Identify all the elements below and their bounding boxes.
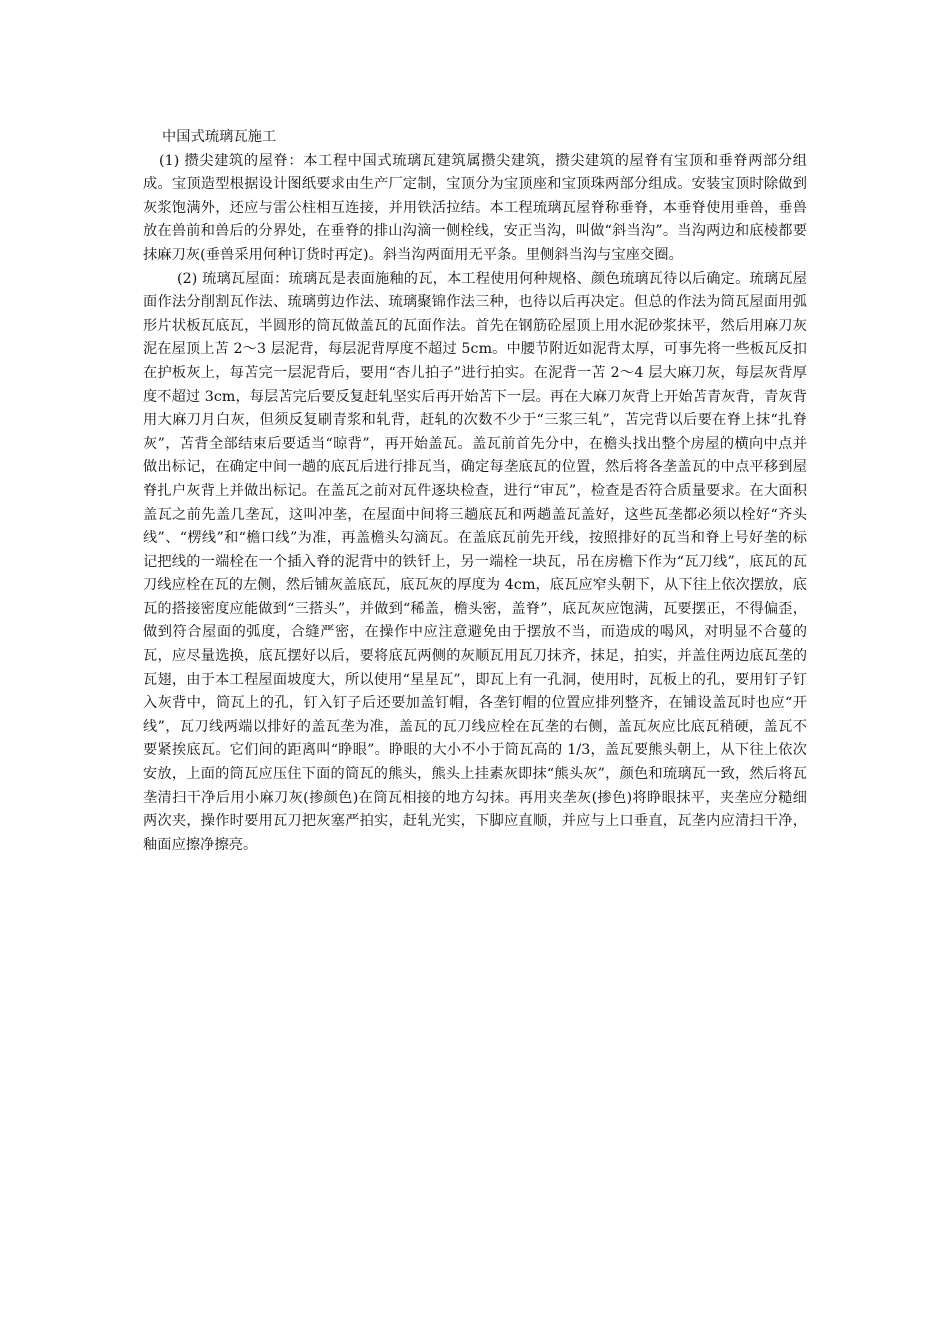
paragraph-roof-ridge: (1) 攒尖建筑的屋脊：本工程中国式琉璃瓦建筑属攒尖建筑，攒尖建筑的屋脊有宝顶和垂脊两部分组成。宝顶造型根据设计图纸要求由生产厂定制，宝顶分为宝顶座和宝顶珠两部分组成。安装宝顶时除做到灰浆饱满外，还应与雷公柱相互连接，并用铁活拉结。本工程琉璃瓦屋脊称垂脊，本垂脊使用垂兽，垂兽放在兽前和兽后的分界处，在垂脊的排山沟滴一侧栓线，安正当沟，叫做“斜当沟”。当沟两边和底棱都要抹麻刀灰(垂兽采用何种订货时再定)。斜当沟两面用无平条。里侧斜当沟与宝座交圈。	[143, 152, 807, 263]
paragraph-glazed-tile-roof: (2) 琉璃瓦屋面：琉璃瓦是表面施釉的瓦，本工程使用何种规格、颜色琉璃瓦待以后确定。琉璃瓦屋面作法分削割瓦作法、琉璃剪边作法、琉璃聚锦作法三种，也待以后再决定。但总的作法为筒瓦屋面用弧形片状板瓦底瓦，半圆形的筒瓦做盖瓦的瓦面作法。首先在钢筋砼屋顶上用水泥砂浆抹平，然后用麻刀灰泥在屋顶上苫 2～3 层泥背，每层泥背厚度不超过 5cm。中腰节附近如泥背太厚，可事先将一些板瓦反扣在护板灰上，每苫完一层泥背后，要用“杏儿拍子”进行拍实。在泥背一苫 2～4 层大麻刀灰，每层灰背厚度不超过 3cm，每层苫完后要反复赶轧坚实后再开始苫下一层。再在大麻刀灰背上开始苫青灰背，青灰背用大麻刀月白灰，但须反复刷青浆和轧背，赶轧的次数不少于“三浆三轧”，苫完背以后要在脊上抹“扎脊灰”，苫背全部结束后要适当“晾背”，再开始盖瓦。盖瓦前首先分中，在檐头找出整个房屋的横向中点并做出标记，在确定中间一趟的底瓦后进行排瓦当，确定每垄底瓦的位置，然后将各垄盖瓦的中点平移到屋脊扎户灰背上并做出标记。在盖瓦之前对瓦件逐块检查，进行“审瓦”，检查是否符合质量要求。在大面积盖瓦之前先盖几垄瓦，这叫冲垄，在屋面中间将三趟底瓦和两趟盖瓦盖好，这些瓦垄都必须以栓好“齐头线”、“楞线”和“檐口线”为准，再盖檐头勾滴瓦。在盖底瓦前先开线，按照排好的瓦当和脊上号好垄的标记把线的一端栓在一个插入脊的泥背中的铁钎上，另一端栓一块瓦，吊在房檐下作为“瓦刀线”，底瓦的瓦刀线应栓在瓦的左侧，然后铺灰盖底瓦，底瓦灰的厚度为 4cm，底瓦应窄头朝下，从下往上依次摆放，底瓦的搭接密度应能做到“三搭头”，并做到“稀盖，檐头密，盖脊”，底瓦灰应饱满，瓦要摆正，不得偏歪，做到符合屋面的弧度，合缝严密，在操作中应注意避免由于摆放不当，而造成的喝风，对明显不合蔓的瓦，应尽量选换，底瓦摆好以后，要将底瓦两侧的灰顺瓦用瓦刀抹齐，抹足，拍实，并盖住两边底瓦垄的瓦翅，由于本工程屋面坡度大，所以使用“星星瓦”，即瓦上有一孔洞，使用时，瓦板上的孔，要用钉子钉入灰背中，筒瓦上的孔，钉入钉子后还要加盖钉帽，各垄钉帽的位置应排列整齐，在铺设盖瓦时也应“开线”，瓦刀线两端以排好的盖瓦垄为准，盖瓦的瓦刀线应栓在瓦垄的右侧，盖瓦灰应比底瓦稍硬，盖瓦不要紧挨底瓦。它们间的距离叫“睁眼”。睁眼的大小不小于筒瓦高的 1/3，盖瓦要熊头朝上，从下往上依次安放，上面的筒瓦应压住下面的筒瓦的熊头，熊头上挂素灰即抹“熊头灰”，颜色和琉璃瓦一致，然后将瓦垄清扫干净后用小麻刀灰(掺颜色)在筒瓦相接的地方勾抹。再用夹垄灰(掺色)将睁眼抹平，夹垄应分糙细两次夹，操作时要用瓦刀把灰塞严拍实，赶轧光实，下脚应直顺，并应与上口垂直，瓦垄内应清扫干净，釉面应擦净擦亮。	[143, 270, 807, 853]
document-title: 中国式琉璃瓦施工	[162, 129, 277, 145]
document-body	[143, 126, 807, 857]
